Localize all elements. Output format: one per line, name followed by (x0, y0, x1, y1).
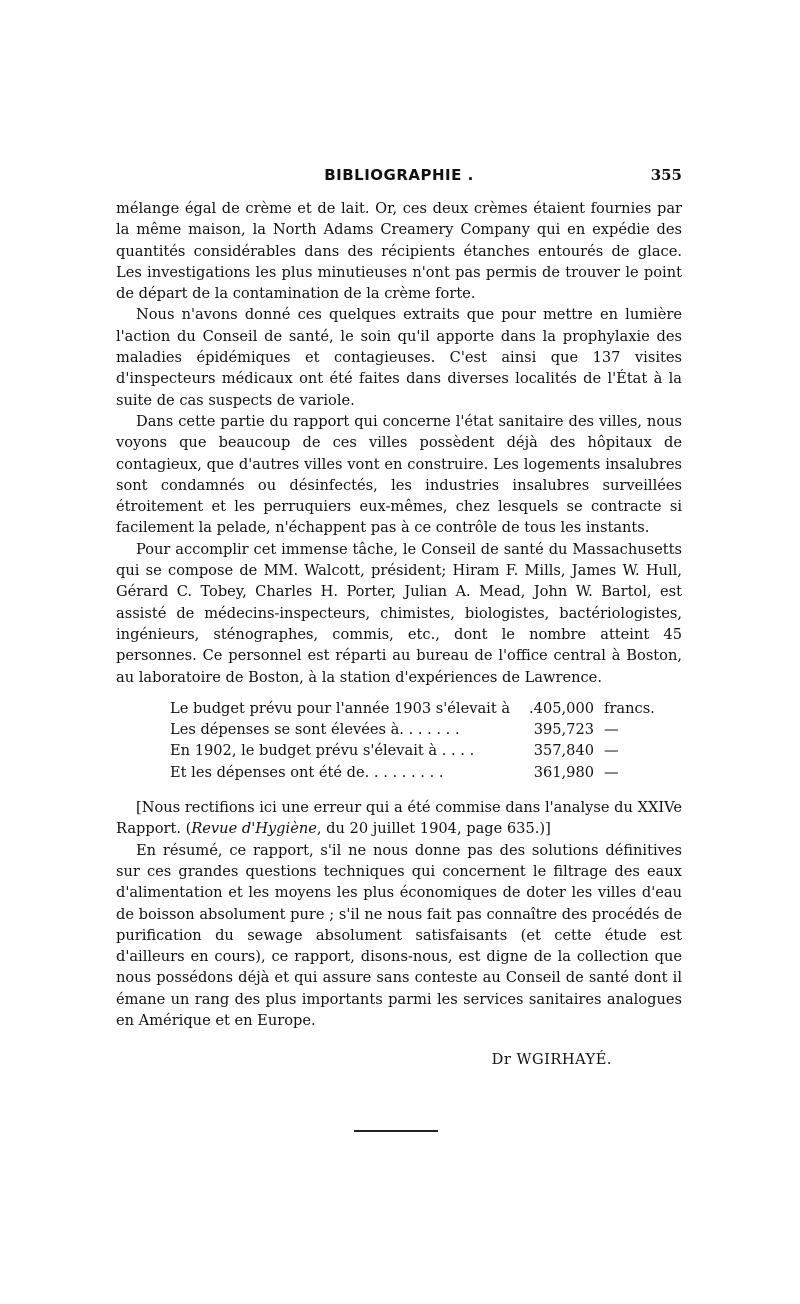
budget-label: Et les dépenses ont été de. . . . . . . . . (170, 763, 444, 781)
budget-row (170, 719, 655, 740)
budget-table (170, 698, 655, 783)
budget-label: Le budget prévu pour l'année 1903 s'élevait à (170, 699, 511, 717)
budget-amount: 357,840 (533, 742, 595, 760)
running-head: BIBLIOGRAPHIE . (324, 166, 474, 184)
paragraph-conclusion: En résumé, ce rapport, s'il ne nous donne pas des solutions définitives sur ces grandes questions techniques qui concernent le filtrage des eaux d'alimentation et les moyens les plus économiques de doter les villes d'eau de boisson absolument pure ; s'il ne nous fait pas connaître des procédés de purification du sewage absolument satisfaisants (et cette étude est d'ailleurs en cours), ce rapport, disons-nous, est digne de la collection que nous possédons déjà et qui assure sans conteste au Conseil de santé dont il émane un rang des plus importants parmi les services sanitaires analogues en Amérique et en Europe. (116, 841, 682, 1029)
budget-unit: — (604, 721, 619, 739)
correction-text: [Nous rectifions ici une erreur qui a été commise dans l'analyse du XXIVe Rapport. ( (116, 799, 682, 838)
budget-row (170, 740, 655, 761)
budget-amount: .405,000 (529, 699, 595, 717)
article-body (116, 198, 682, 1071)
page-number: 355 (650, 166, 682, 184)
budget-amount: 361,980 (533, 763, 595, 781)
budget-unit: — (604, 742, 619, 760)
author-signature: Dr WGIRHAYÉ. (491, 1051, 612, 1069)
paragraph-correction (116, 797, 682, 840)
budget-label: En 1902, le budget prévu s'élevait à . . . . (170, 742, 475, 760)
budget-amount: 395,723 (533, 721, 595, 739)
budget-unit: francs. (604, 699, 655, 717)
correction-tail: , du 20 juillet 1904, page 635.)] (316, 820, 551, 838)
journal-title: Revue d'Hygiène (191, 820, 317, 838)
paragraph-personnel: Pour accomplir cet immense tâche, le Conseil de santé du Massachusetts qui se compose de MM. Walcott, président; Hiram F. Mills, James W. Hull, Gérard C. Tobey, Charles H. Porter, Julian A. Mead, John W. Bartol, est assisté de médecins-inspecteurs, chimistes, biologistes, bactériologistes, ingénieurs, sténographes, commis, etc., dont le nombre atteint 45 personnes. Ce personnel est réparti au bureau de l'office central à Boston, au laboratoire de Boston, à la station d'expériences de Lawrence. (116, 540, 682, 686)
closing-rule (354, 1130, 438, 1132)
budget-unit: — (604, 763, 619, 781)
budget-row (170, 762, 655, 783)
paragraph-etat-sanitaire: Dans cette partie du rapport qui concerne l'état sanitaire des villes, nous voyons que beaucoup de ces villes possèdent déjà des hôpitaux de contagieux, que d'autres villes vont en construire. Les logements insalubres sont condamnés ou désinfectés, les industries insalubres surveillées étroitement et les perruquiers eux-mêmes, chez lesquels se contracte si facilement la pelade, n'échappent pas à ce contrôle de tous les instants. (116, 412, 682, 537)
paragraph-conseil-action: Nous n'avons donné ces quelques extraits que pour mettre en lumière l'action du Conseil de santé, le soin qu'il apporte dans la prophylaxie des maladies épidémiques et contagieuses. C'est ainsi que 137 visites d'inspecteurs médicaux ont été faites dans diverses localités de l'État à la suite de cas suspects de variole. (116, 306, 682, 409)
paragraph-contamination: mélange égal de crème et de lait. Or, ces deux crèmes étaient fournies par la même maison, la North Adams Creamery Company qui en expédie des quantités considérables dans des récipients étanches entourés de glace. Les investigations les plus minutieuses n'ont pas permis de trouver le point de départ de la contamination de la crème forte. (116, 200, 682, 303)
budget-row (170, 698, 655, 719)
budget-label: Les dépenses se sont élevées à. . . . . . . (170, 721, 460, 739)
page-header (116, 166, 682, 192)
